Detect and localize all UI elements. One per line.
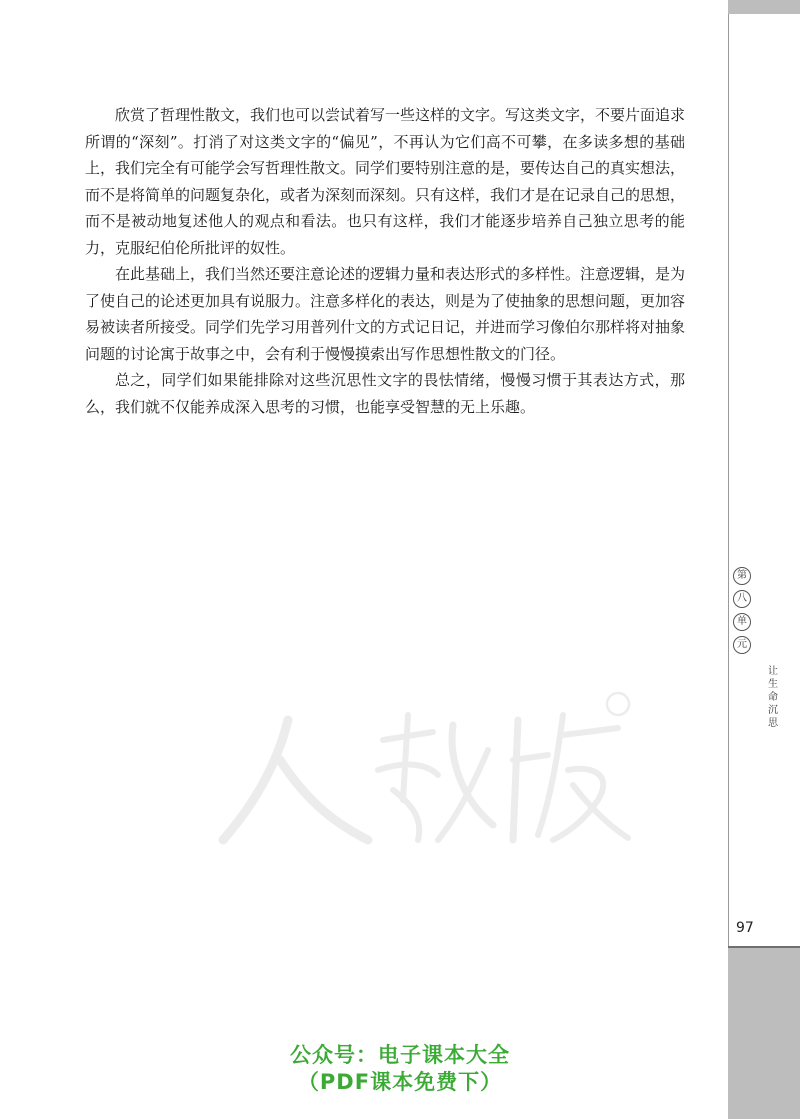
paragraph-3: 总之，同学们如果能排除对这些沉思性文字的畏怯情绪，慢慢习惯于其表达方式，那么，我们就不仅能养成深入思考的习惯，也能享受智慧的无上乐趣。: [85, 371, 685, 416]
publisher-watermark-logo: [218, 690, 638, 850]
paragraph-2: 在此基础上，我们当然还要注意论述的逻辑力量和表达形式的多样性。注意逻辑，是为了使自己的论述更加具有说服力。注意多样化的表达，则是为了使抽象的思想问题，更加容易被读者所接受。同学们先学习用普列什文的方式记日记，并进而学习像伯尔那样将对抽象问题的讨论寓于故事之中，会有利于慢慢摸索出写作思想性散文的门径。: [85, 265, 686, 363]
strip-top-band: [728, 0, 800, 14]
unit-char: 元: [733, 636, 751, 654]
unit-char: 八: [733, 590, 751, 608]
unit-label: [733, 567, 751, 659]
page-number-rule: [728, 946, 800, 948]
footer-line-1: 公众号：电子课本大全: [290, 1043, 510, 1067]
footer-line-2: （PDF课本免费下）: [297, 1070, 503, 1094]
unit-title: 让生命沉思: [768, 666, 778, 729]
unit-char: 单: [733, 613, 751, 631]
footer-notice: [0, 1042, 800, 1096]
unit-char: 第: [733, 567, 751, 585]
page-number: 97: [736, 920, 754, 936]
paragraph-1: 欣赏了哲理性散文，我们也可以尝试着写一些这样的文字。写这类文字，不要片面追求所谓的“深刻”。打消了对这类文字的“偏见”，不再认为它们高不可攀，在多读多想的基础上，我们完全有可能学会写哲理性散文。同学们要特别注意的是，要传达自己的真实想法，而不是将简单的问题复杂化，或者为深刻而深刻。只有这样，我们才是在记录自己的思想，而不是被动地复述他人的观点和看法。也只有这样，我们才能逐步培养自己独立思考的能力，克服纪伯伦所批评的奴性。: [85, 106, 686, 257]
body-text: [85, 102, 685, 420]
